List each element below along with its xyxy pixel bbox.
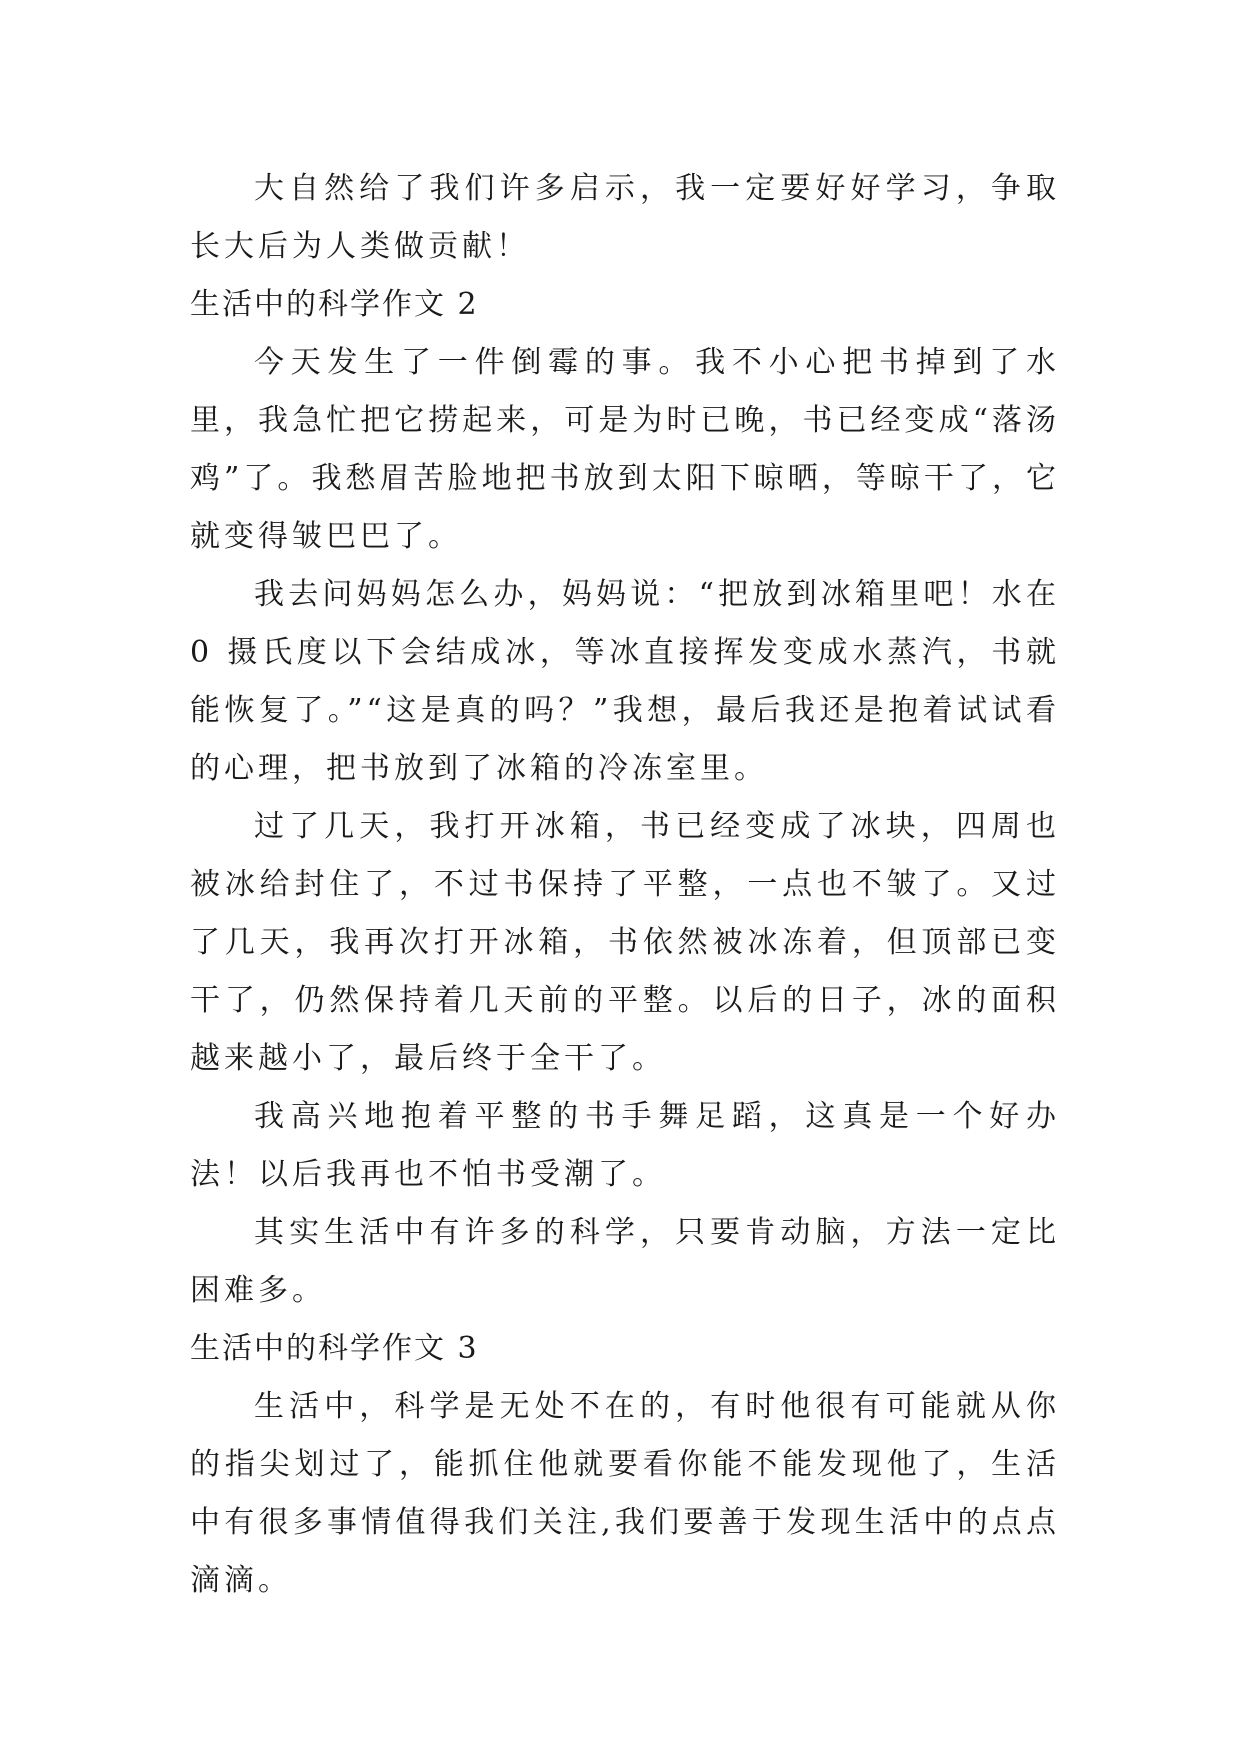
paragraph: 我高兴地抱着平整的书手舞足蹈，这真是一个好办法！以后我再也不怕书受潮了。 <box>190 1099 1060 1192</box>
document-body <box>190 160 1060 1610</box>
paragraph: 生活中，科学是无处不在的，有时他很有可能就从你的指尖划过了，能抓住他就要看你能不能发现他了，生活中有很多事情值得我们关注,我们要善于发现生活中的点点滴滴。 <box>190 1389 1060 1598</box>
paragraph: 其实生活中有许多的科学，只要肯动脑，方法一定比困难多。 <box>190 1215 1060 1308</box>
paragraph: 我去问妈妈怎么办，妈妈说：“把放到冰箱里吧！水在 0 摄氏度以下会结成冰，等冰直接挥发变成水蒸汽，书就能恢复了。”“这是真的吗？”我想，最后我还是抱着试试看的心理，把书放到了冰箱的冷冻室里。 <box>190 577 1060 786</box>
paragraph: 大自然给了我们许多启示，我一定要好好学习，争取长大后为人类做贡献！ <box>190 171 1060 264</box>
section-heading: 生活中的科学作文 3 <box>190 1331 479 1366</box>
paragraph: 今天发生了一件倒霉的事。我不小心把书掉到了水里，我急忙把它捞起来，可是为时已晚，书已经变成“落汤鸡”了。我愁眉苦脸地把书放到太阳下晾晒，等晾干了，它就变得皱巴巴了。 <box>190 345 1060 554</box>
section-heading: 生活中的科学作文 2 <box>190 287 479 322</box>
paragraph: 过了几天，我打开冰箱，书已经变成了冰块，四周也被冰给封住了，不过书保持了平整，一点也不皱了。又过了几天，我再次打开冰箱，书依然被冰冻着，但顶部已变干了，仍然保持着几天前的平整。以后的日子，冰的面积越来越小了，最后终于全干了。 <box>190 809 1060 1076</box>
